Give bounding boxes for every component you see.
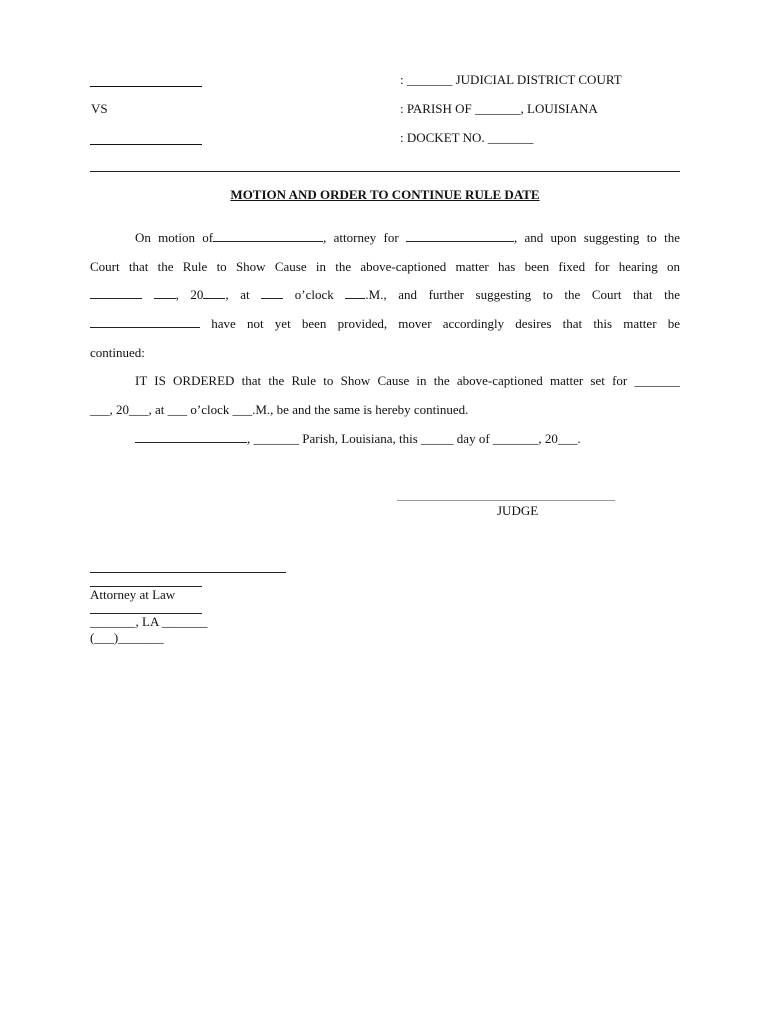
attorney-phone: (___)_______ — [90, 630, 164, 645]
motion-line-3-part-a: , 20 — [175, 287, 204, 302]
document-title: MOTION AND ORDER TO CONTINUE RULE DATE — [230, 187, 540, 202]
motion-line-1-part-b: , attorney for — [323, 230, 399, 245]
attorney-label: Attorney at Law — [90, 587, 176, 602]
motion-line-1-part-c: , and upon suggesting to the — [513, 230, 680, 245]
motion-line-5: continued: — [90, 345, 145, 360]
judge-signature-line — [397, 500, 615, 501]
missing-items-blank — [90, 316, 200, 328]
order-line-3-text: , _______ Parish, Louisiana, this _____ day of _______, 20___. — [247, 431, 581, 446]
motion-line-2: Court that the Rule to Show Cause in the above-captioned matter has been fixed for hearing on — [90, 259, 680, 274]
hearing-month-blank — [90, 287, 142, 299]
motion-line-3-part-b: , at — [225, 287, 250, 302]
attorney-city: _______, LA _______ — [90, 614, 208, 629]
motion-line-3-part-d: .M., and further suggesting to the Court that the — [365, 287, 681, 302]
judge-label: JUDGE — [497, 503, 539, 518]
attorney-name-blank — [213, 230, 323, 242]
order-line-2: ___, 20___, at ___ o’clock ___.M., be and the same is hereby continued. — [90, 402, 469, 417]
caption-divider — [90, 171, 680, 172]
motion-line-1 — [135, 230, 680, 246]
motion-line-4 — [90, 316, 680, 332]
motion-line-3 — [90, 287, 680, 303]
court-name: : _______ JUDICIAL DISTRICT COURT — [400, 72, 622, 87]
docket-number: : DOCKET NO. _______ — [400, 130, 534, 145]
hearing-ampm-blank — [345, 287, 365, 299]
vs-label: VS — [91, 101, 108, 116]
hearing-time-blank — [261, 287, 283, 299]
motion-line-3-part-c: o’clock — [294, 287, 334, 302]
city-blank — [135, 431, 247, 443]
attorney-signature-line — [90, 572, 286, 573]
motion-line-1-part-a: On motion of — [135, 230, 214, 245]
order-line-3 — [135, 431, 581, 447]
defendant-blank — [90, 144, 202, 145]
hearing-year-blank — [203, 287, 225, 299]
hearing-day-blank — [154, 287, 176, 299]
plaintiff-blank — [90, 86, 202, 87]
motion-line-4-text: have not yet been provided, mover accordingly desires that this matter be — [211, 316, 680, 331]
parish-line: : PARISH OF _______, LOUISIANA — [400, 101, 598, 116]
order-line-1: IT IS ORDERED that the Rule to Show Cause in the above-captioned matter set for _______ — [135, 373, 680, 388]
client-name-blank — [406, 230, 514, 242]
